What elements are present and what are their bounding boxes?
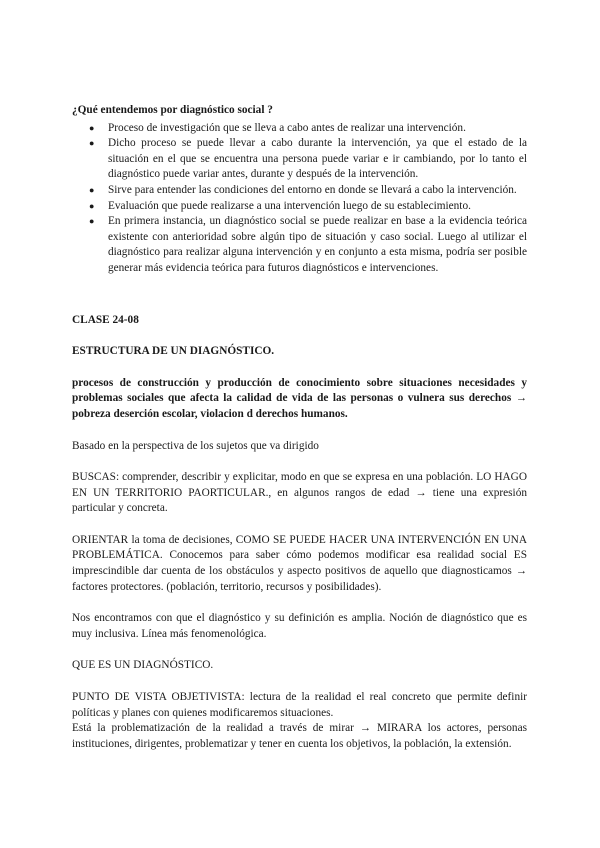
bullet-icon: ● xyxy=(89,216,95,227)
bullet-text: Dicho proceso se puede llevar a cabo durante la intervención, ya que el estado de la situación en el que se encuentra una persona puede variar e ir cambiando, por lo tanto el diagnóstico puede variar antes, durante y después de la intervención. xyxy=(108,137,527,181)
bullet-icon: ● xyxy=(89,200,95,211)
bullet-text: Sirve para entender las condiciones del entorno en donde se llevará a cabo la intervención. xyxy=(108,183,517,196)
bullet-text: Evaluación que puede realizarse a una intervención luego de su establecimiento. xyxy=(108,199,471,212)
document-content xyxy=(72,103,527,752)
bullet-item xyxy=(72,136,527,183)
bullet-icon: ● xyxy=(89,138,95,149)
bullet-text: En primera instancia, un diagnóstico social se puede realizar en base a la evidencia teórica existente con anterioridad sobre algún tipo de situación y caso social. Luego al utilizar el diagnóstico para realizar alguna intervención y en conjunto a esta misma, podría ser posible generar más evidencia teórica para futuros diagnósticos e intervenciones. xyxy=(108,215,527,274)
paragraph-basado: Basado en la perspectiva de los sujetos que va dirigido xyxy=(72,439,319,452)
bullet-list xyxy=(72,121,527,277)
definition-bold-paragraph: procesos de construcción y producción de conocimiento sobre situaciones necesidades y problemas sociales que afecta la calidad de vida de las personas o vulnera sus derechos → pobreza deserción escolar, violacion d derechos humanos. xyxy=(72,376,527,420)
bullet-item xyxy=(72,121,527,137)
bullet-icon: ● xyxy=(89,184,95,195)
structure-heading: ESTRUCTURA DE UN DIAGNÓSTICO. xyxy=(72,345,275,358)
section-question-heading: ¿Qué entendemos por diagnóstico social ? xyxy=(72,104,273,116)
bullet-icon: ● xyxy=(89,122,95,133)
paragraph-orientar: ORIENTAR la toma de decisiones, COMO SE PUEDE HACER UNA INTERVENCIÓN EN UNA PROBLEMÁTICA. Conocemos para saber cómo podemos modificar esa realidad social ES imprescindible dar cuenta de los obstáculos y aspecto positivos de aquello que diagnosticamos → factores protectores. (población, territorio, recursos y posibilidades). xyxy=(72,533,527,593)
class-date-heading: CLASE 24-08 xyxy=(72,313,139,326)
bullet-text: Proceso de investigación que se lleva a cabo antes de realizar una intervención. xyxy=(108,121,466,134)
bullet-item xyxy=(72,199,527,215)
paragraph-buscas: BUSCAS: comprender, describir y explicitar, modo en que se expresa en una población. LO HAGO EN UN TERRITORIO PAORTICULAR., en algunos rangos de edad → tiene una expresión particular y concreta. xyxy=(72,471,527,515)
paragraph-problematizacion: Está la problematización de la realidad a través de mirar → MIRARA los actores, personas instituciones, dirigentes, problematizar y tener en cuenta los objetivos, la población, la extensión. xyxy=(72,722,527,750)
paragraph-punto-de-vista: PUNTO DE VISTA OBJETIVISTA: lectura de la realidad el real concreto que permite definir políticas y planes con quienes modificaremos situaciones. xyxy=(72,691,527,719)
paragraph-nos-encontramos: Nos encontramos con que el diagnóstico y su definición es amplia. Noción de diagnóstico que es muy inclusiva. Línea más fenomenológica. xyxy=(72,612,527,640)
bullet-item xyxy=(72,214,527,276)
bullet-item xyxy=(72,183,527,199)
paragraph-que-es: QUE ES UN DIAGNÓSTICO. xyxy=(72,659,214,672)
